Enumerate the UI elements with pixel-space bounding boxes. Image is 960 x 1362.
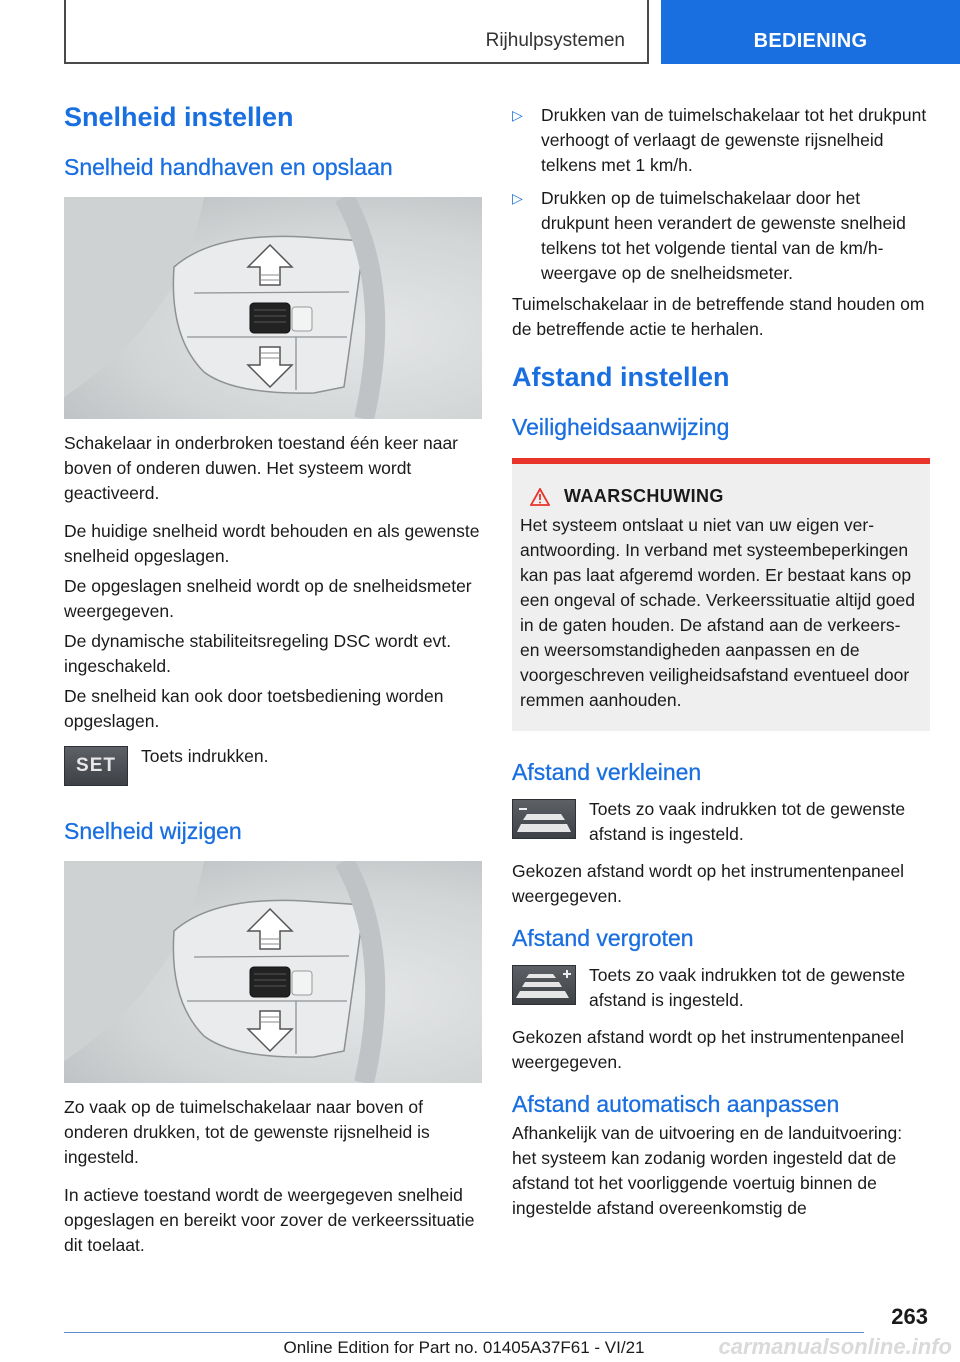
paragraph: Zo vaak op de tuimelschakelaar naar boven of onderen drukken, tot de gewenste rijsnelheid is ingesteld. [64, 1097, 430, 1167]
paragraph: Gekozen afstand wordt op het instrumentenpaneel weergegeven. [512, 1027, 905, 1072]
distance-increase-button-icon [512, 965, 576, 1005]
distance-minus-icon [513, 800, 575, 838]
heading-snelheid-instellen: Snelheid instellen [64, 102, 294, 132]
list-item-text: Drukken van de tuimelschakelaar tot het drukpunt verhoogt of verlaagt de gewenste rijsnelheid telkens met 1 km/h. [541, 105, 927, 175]
subheading-afstand-automatisch: Afstand automatisch aanpassen [512, 1091, 840, 1117]
set-instruction: Toets indrukken. [141, 746, 269, 766]
page-footer [0, 1296, 960, 1362]
set-button-icon [64, 746, 128, 786]
heading-afstand-instellen: Afstand instellen [512, 362, 730, 392]
subheading-veiligheidsaanwijzing: Veiligheidsaanwijzing [512, 414, 730, 440]
list-item [512, 186, 930, 286]
set-button-row [64, 744, 482, 792]
list-item [512, 103, 930, 178]
triangle-bullet-icon: ▷ [512, 190, 523, 206]
paragraph: De huidige snelheid wordt behouden en als gewenste snelheid opgeslagen. [64, 521, 480, 566]
warning-text: Het systeem ontslaat u niet van uw eigen verantwoording. In verband met systeembeperkingen kan pas laat afgeremd worden. Er bestaat kans op een ongeval of schade. Verkeerssituatie altijd goed in de gaten houden. De afstand aan de verkeers- en weersomstandigheden aanpassen en de voorgeschreven veiligheidsafstand eventueel door remmen aanhouden. [520, 515, 915, 710]
list-item-text: Drukken op de tuimelschakelaar door het drukpunt heen verandert de gewenste snelheid telkens tot het volgende tiental van de km/h-weergave op de snelheidsmeter. [541, 188, 906, 283]
steering-wheel-switch-icon [64, 197, 482, 419]
page-number: 263 [891, 1304, 928, 1329]
header-section-box [64, 0, 649, 64]
distance-plus-icon [513, 966, 575, 1004]
subheading-afstand-verkleinen: Afstand verkleinen [512, 759, 702, 785]
increase-instruction: Toets zo vaak indrukken tot de gewenste afstand is ingesteld. [589, 965, 906, 1010]
steering-wheel-photo [64, 861, 482, 1083]
header-section-title: Rijhulpsystemen [485, 30, 625, 51]
paragraph: Schakelaar in onderbroken toestand één keer naar boven of onderen duwen. Het systeem wordt geactiveerd. [64, 433, 459, 503]
steering-wheel-photo [64, 197, 482, 419]
subheading-snelheid-wijzigen: Snelheid wijzigen [64, 818, 242, 844]
warning-box [512, 458, 930, 731]
decrease-instruction: Toets zo vaak indrukken tot de gewenste afstand is ingesteld. [589, 799, 906, 844]
footer-divider [64, 1332, 864, 1333]
subheading-handhaven-opslaan: Snelheid handhaven en opslaan [64, 154, 393, 180]
distance-increase-row [512, 963, 930, 1013]
paragraph: In actieve toestand wordt de weergegeven snelheid opgeslagen en bereikt voor zover de verkeerssituatie dit toelaat. [64, 1185, 475, 1255]
subheading-afstand-vergroten: Afstand vergroten [512, 925, 694, 951]
warning-triangle-icon [530, 488, 550, 506]
page-header [0, 0, 960, 66]
paragraph: Tuimelschakelaar in de betreffende stand houden om de betreffende actie te herhalen. [512, 294, 925, 339]
steering-wheel-switch-icon [64, 861, 482, 1083]
set-button-icon-label: SET [76, 755, 116, 776]
footer-edition: Online Edition for Part no. 01405A37F61 - VI/21 [283, 1338, 645, 1357]
distance-decrease-row [512, 797, 930, 847]
left-column [64, 100, 482, 1258]
paragraph: Gekozen afstand wordt op het instrumentenpaneel weergegeven. [512, 861, 905, 906]
paragraph: Afhankelijk van de uitvoering en de landuitvoering: het systeem kan zodanig worden ingesteld dat de afstand tot het voorliggende voertuig binnen de ingestelde afstand overeenkomstig de [512, 1123, 903, 1218]
paragraph: De snelheid kan ook door toetsbediening worden opgeslagen. [64, 686, 444, 731]
right-column [512, 103, 930, 1221]
paragraph: De opgeslagen snelheid wordt op de snelheidsmeter weergegeven. [64, 576, 472, 621]
distance-decrease-button-icon [512, 799, 576, 839]
warning-title-text: WAARSCHUWING [564, 486, 724, 506]
paragraph: De dynamische stabiliteitsregeling DSC wordt evt. ingeschakeld. [64, 631, 452, 676]
triangle-bullet-icon: ▷ [512, 107, 523, 123]
watermark-logo: carmanualsonline.info [718, 1334, 952, 1359]
warning-title [520, 486, 922, 507]
header-chapter-tab: BEDIENING [661, 0, 960, 64]
